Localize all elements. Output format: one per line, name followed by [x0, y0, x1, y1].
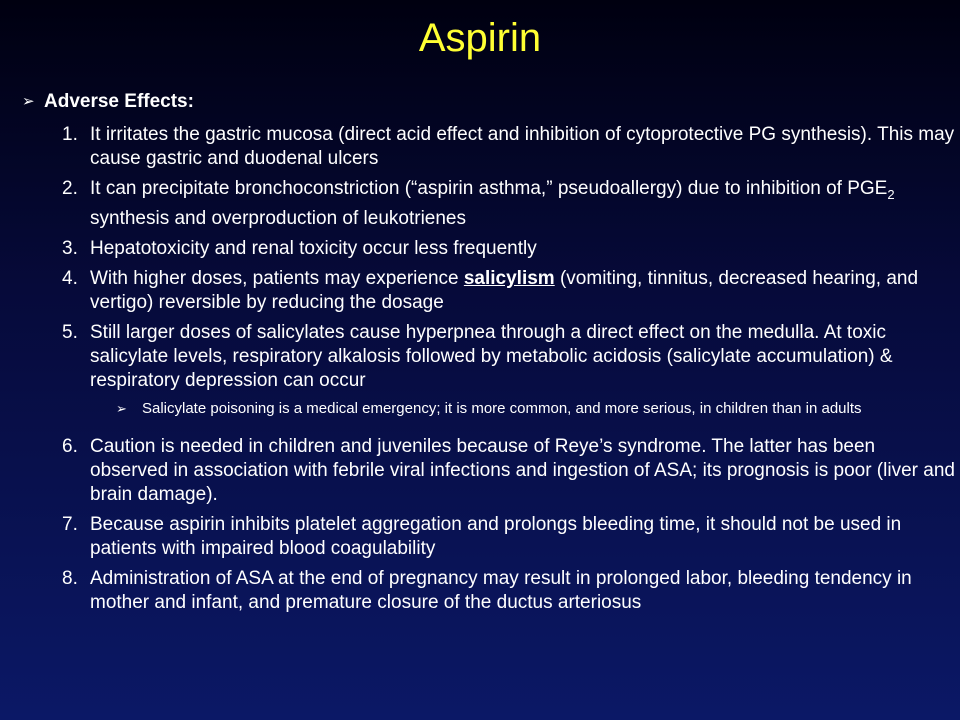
item-number: 1.: [62, 124, 78, 145]
item-text: Because aspirin inhibits platelet aggregation and prolongs bleeding time, it should not be used in patients with impaired blood coagulability: [90, 513, 902, 559]
list-item: [62, 177, 957, 231]
salicylism-emphasis: salicylism: [463, 267, 555, 289]
item-text: Administration of ASA at the end of pregnancy may result in prolonged labor, bleeding tendency in mother and infant, and premature closure of the ductus arteriosus: [90, 567, 912, 613]
item-text: Caution is needed in children and juveniles because of Reye’s syndrome. The latter has been observed in association with febrile viral infections and ingestion of ASA; its prognosis is poor (liver and brain damage).: [90, 435, 955, 505]
item-text-part: With higher doses, patients may experience: [90, 267, 464, 289]
item-text: [90, 267, 957, 315]
item-number: 2.: [62, 178, 78, 199]
list-item: [62, 267, 957, 315]
sub-bullet: [116, 399, 957, 419]
list-item: [62, 567, 957, 615]
heading-label: Adverse Effects:: [44, 91, 194, 112]
item-text: Hepatotoxicity and renal toxicity occur less frequently: [90, 237, 537, 259]
item-number: 6.: [62, 435, 78, 457]
list-item: [62, 237, 957, 261]
sub-bullet-text: Salicylate poisoning is a medical emergency; it is more common, and more serious, in children than in adults: [142, 399, 862, 417]
item-text-part: (vomiting, tinnitus, decreased hearing, and vertigo) reversible by reducing the dosage: [90, 267, 919, 313]
item-number: 7.: [62, 513, 78, 535]
list-item: [62, 321, 957, 393]
item-text-part: It can precipitate bronchoconstriction (“aspirin asthma,” pseudoallergy) due to inhibition of PGE: [90, 178, 888, 199]
list-item: [62, 123, 957, 171]
list-item: [62, 435, 957, 507]
item-number: 8.: [62, 567, 78, 589]
item-text: [90, 177, 957, 231]
adverse-effects-list: [62, 123, 957, 621]
item-number: 3.: [62, 237, 78, 259]
subscript: 2: [887, 186, 895, 202]
list-item: [62, 513, 957, 561]
item-text-part: synthesis and overproduction of leukotrienes: [90, 207, 467, 229]
arrow-bullet-icon: ➢: [22, 93, 35, 110]
item-number: 5.: [62, 321, 78, 343]
slide-title: Aspirin: [418, 16, 542, 60]
item-number: 4.: [62, 267, 78, 289]
adverse-effects-heading: [22, 88, 194, 116]
item-text: It irritates the gastric mucosa (direct acid effect and inhibition of cytoprotective PG synthesis). This may cause gastric and duodenal ulcers: [90, 124, 955, 169]
arrow-bullet-icon: ➢: [116, 400, 127, 416]
item-text: Still larger doses of salicylates cause hyperpnea through a direct effect on the medulla. At toxic salicylate levels, respiratory alkalosis followed by metabolic acidosis (salicylate accumulation) & respiratory depression can occur: [90, 321, 893, 391]
